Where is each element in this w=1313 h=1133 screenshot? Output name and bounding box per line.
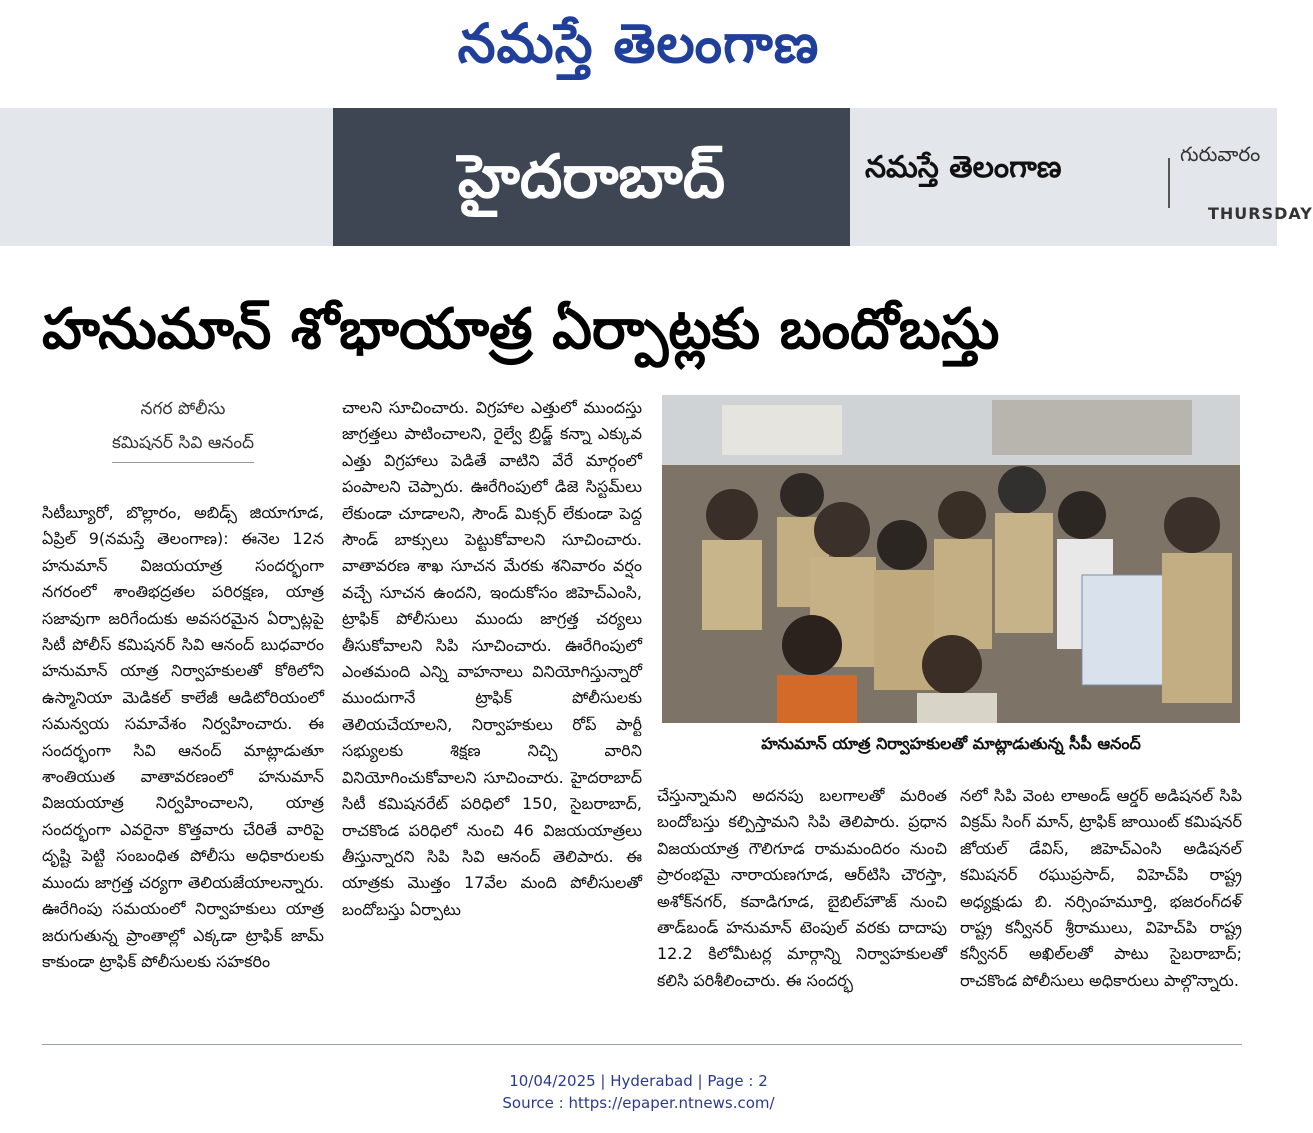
footer-source-link[interactable]: Source : https://epaper.ntnews.com/ — [502, 1094, 775, 1112]
news-photo — [662, 395, 1240, 723]
article-column-3: చేస్తున్నామని అదనపు బలగాలతో మరింత బందోబస్తు కల్పిస్తామని సిపి తెలిపారు. ప్రధాన విజయయాత్ర గౌలిగూడ రామమందిరం నుంచి ప్రారంభమై నారాయణగూడ, ఆర్‌టిసి చౌరస్తా, అశోక్‌నగర్, కవాడిగూడ, బైబిల్‌హౌజ్ నుంచి తాడ్‌బండ్ హనుమాన్ టెంపుల్ వరకు దాదాపు 12.2 కిలోమీటర్ల మార్గాన్ని నిర్వాహకులతో కలిసి పరిశీలించారు. ఈ సందర్భ — [657, 786, 947, 990]
article-column-1: సిటీబ్యూరో, బొల్లారం, అబిడ్స్ జియాగూడ, ఏప్రిల్ 9(నమస్తే తెలంగాణ): ఈనెల 12న హనుమాన్ విజయయాత్ర సందర్భంగా నగరంలో శాంతిభద్రతల పరిరక్షణ, యాత్ర సజావుగా జరిగేందుకు అవసరమైన ఏర్పాట్లపై సిటీ పోలీస్ కమిషనర్ సివి ఆనంద్ బుధవారం హనుమాన్ యాత్ర నిర్వాహకులతో కోఠిలోని ఉస్మానియా మెడికల్ కాలేజీ ఆడిటోరియంలో సమన్వయ సమావేశం నిర్వహించారు. ఈ సందర్భంగా సివి ఆనంద్ మాట్లాడుతూ శాంతియుత వాతావరణంలో హనుమాన్ విజయయాత్ర నిర్వహించాలని, యాత్ర సందర్భంగా ఎవరైనా కొత్తవారు చేరితే వారిపై దృష్టి పెట్టి సంబంధిత పోలీసు అధికారులకు ముందు జాగ్రత్త చర్యగా తెలియజేయాలన్నారు. ఊరేగింపు సమయంలో నిర్వాహకులు యాత్ర జరుగుతున్న ప్రాంతాల్లో ఎక్కడా ట్రాఫిక్ జామ్ కాకుండా ట్రాఫిక్ పోలీసులకు సహకరిం — [42, 503, 324, 971]
article-column-2: చాలని సూచించారు. విగ్రహాల ఎత్తులో ముందస్తు జాగ్రత్తలు పాటించాలని, రైల్వే బ్రిడ్జ్ కన్నా ఎక్కువ ఎత్తు విగ్రహాలు పెడితే వాటిని వేరే మార్గంలో పంపాలని చెప్పారు. ఊరేగింపులో డిజె సిస్టమ్‌లు లేకుండా చూడాలని, సౌండ్ మిక్సర్ లేకుండా పెద్ద సౌండ్ బాక్సులు పెట్టుకోవాలని సూచించారు. వాతావరణ శాఖ సూచన మేరకు శనివారం వర్షం వచ్చే సూచన ఉందని, ఇందుకోసం జిహెచ్ఎంసి, ట్రాఫిక్ పోలీసులు ముందు జాగ్రత్త చర్యలు తీసుకోవాలని సిపి సూచించారు. ఊరేగింపులో ఎంతమంది ఎన్ని వాహనాలు వినియోగిస్తున్నారో ముందుగానే ట్రాఫిక్ పోలీసులకు తెలియచేయాలని, నిర్వాహకులు రోప్ పార్టీ సభ్యులకు శిక్షణ నిచ్చి వారిని వినియోగించుకోవాలని సూచించారు. హైదరాబాద్ సిటీ కమిషనరేట్ పరిధిలో 150, సైబరాబాద్, రాచకొండ పరిధిలో నుంచి 46 విజయయాత్రలు తీస్తున్నారని సిపి సివి ఆనంద్ తెలిపారు. ఈ యాత్రకు మొత్తం 17వేల మంది పోలీసులతో బందోబస్తు ఏర్పాటు — [342, 398, 642, 919]
photo-caption: హనుమాన్ యాత్ర నిర్వాహకులతో మాట్లాడుతున్న సీపీ ఆనంద్ — [761, 734, 1141, 753]
masthead-logo: నమస్తే తెలంగాణ — [457, 12, 820, 75]
article-headline: హనుమాన్ శోభాయాత్ర ఏర్పాట్లకు బందోబస్తు — [42, 297, 1000, 362]
byline-line1: నగర పోలీసు — [140, 399, 226, 419]
footer-rule — [42, 1044, 1242, 1045]
photo-illustration — [662, 395, 1240, 723]
byline — [42, 392, 324, 463]
article-column-4: నలో సిపి వెంట లాఅండ్ ఆర్డర్ అడిషనల్ సిపి విక్రమ్ సింగ్ మాన్, ట్రాఫిక్ జాయింట్ కమిషనర్ జోయల్ డేవిస్, జిహెచ్ఎంసి అడిషనల్ కమిషనర్ రఘుప్రసాద్, విహెచ్‌పి రాష్ట్ర అధ్యక్షుడు బి. నర్సింహమూర్తి, భజరంగ్‌దళ్ రాష్ట్ర కన్వీనర్ శ్రీరాములు, విహెచ్‌పి రాష్ట్ర కన్వీనర్ అఖిల్‌లతో పాటు సైబరాబాద్; రాచకొండ పోలీసులు అధికారులు పాల్గొన్నారు. — [960, 786, 1242, 990]
byline-line2: కమిషనర్ సివి ఆనంద్ — [112, 426, 254, 463]
footer-date-line: 10/04/2025 | Hyderabad | Page : 2 — [509, 1072, 768, 1090]
band-day: గురువారం — [1180, 142, 1261, 166]
band-date-area — [1168, 108, 1313, 246]
band-logo: నమస్తే తెలంగాణ — [865, 150, 1062, 185]
section-title: హైదరాబాద్ — [333, 108, 850, 246]
band-weekday: THURSDAY — [1208, 204, 1313, 223]
footer — [0, 1070, 1277, 1114]
